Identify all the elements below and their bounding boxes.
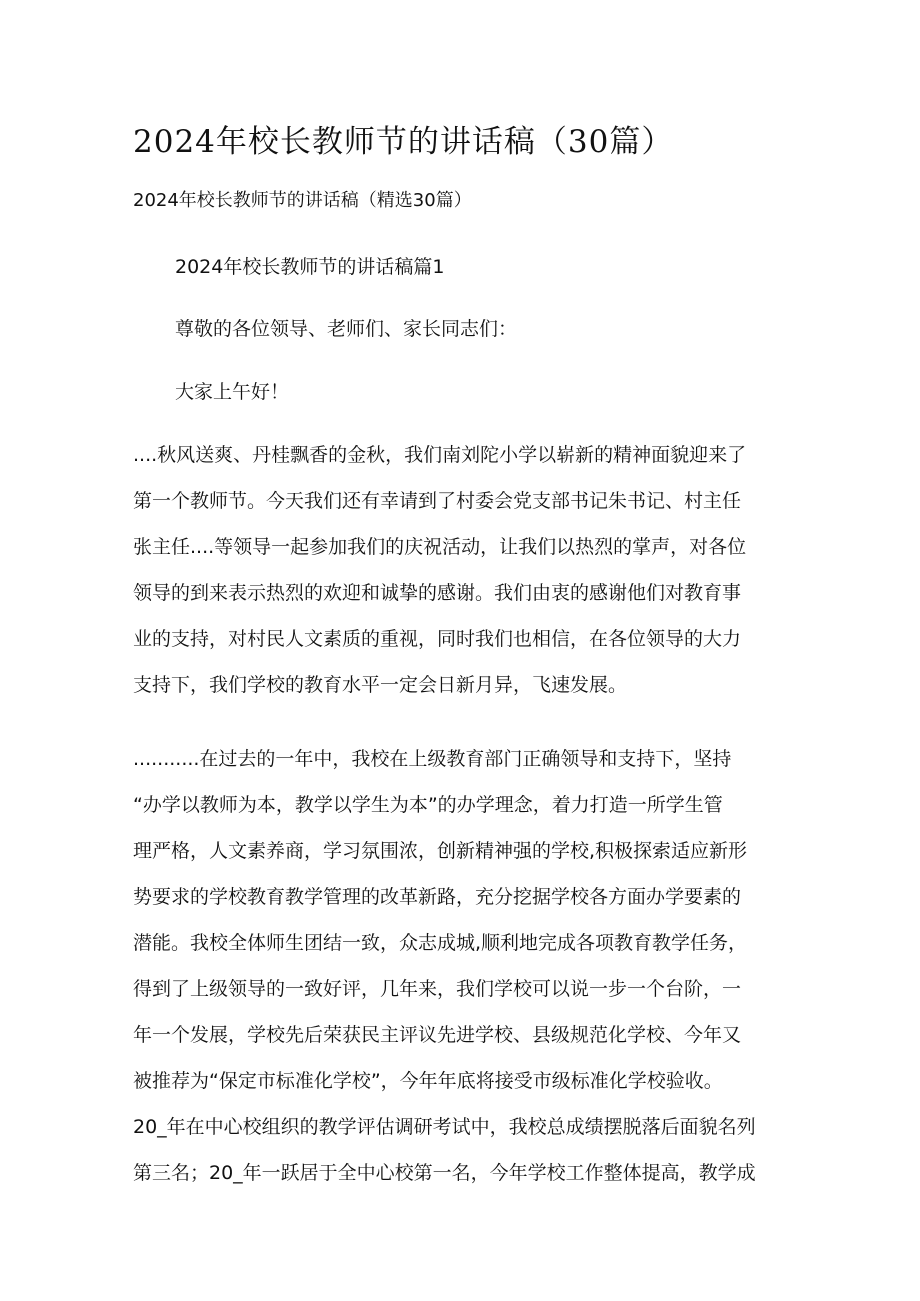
section-heading: 2024年校长教师节的讲话稿篇1 [175, 256, 445, 278]
greeting: 大家上午好！ [175, 381, 290, 403]
paragraph2-line: 第三名；20_年一跃居于全中心校第一名，今年学校工作整体提高，教学成 [133, 1162, 756, 1184]
document-title: 2024年校长教师节的讲话稿（30篇） [133, 124, 674, 160]
paragraph2-line: 理严格，人文素养商，学习氛围浓，创新精神强的学校,积极探索适应新形 [133, 840, 748, 862]
paragraph2-line: ...........在过去的一年中，我校在上级教育部门正确领导和支持下，坚持 [133, 748, 732, 770]
paragraph2-line: 20_年在中心校组织的教学评估调研考试中，我校总成绩摆脱落后面貌名列 [133, 1116, 756, 1138]
document-subtitle: 2024年校长教师节的讲话稿（精选30篇） [133, 190, 472, 211]
paragraph2-line: 得到了上级领导的一致好评，几年来，我们学校可以说一步一个台阶，一 [133, 978, 742, 1000]
paragraph1-line: 领导的到来表示热烈的欢迎和诚挚的感谢。我们由衷的感谢他们对教育事 [133, 582, 742, 604]
paragraph1-line: 支持下，我们学校的教育水平一定会日新月异，飞速发展。 [133, 674, 628, 696]
paragraph1-line: 第一个教师节。今天我们还有幸请到了村委会党支部书记朱书记、村主任 [133, 490, 742, 512]
paragraph2-line: 势要求的学校教育教学管理的改革新路，充分挖据学校各方面办学要素的 [133, 886, 742, 908]
paragraph1-line: 业的支持，对村民人文素质的重视，同时我们也相信，在各位领导的大力 [133, 628, 742, 650]
salutation: 尊敬的各位领导、老师们、家长同志们： [175, 318, 518, 340]
paragraph1-line: ....秋风送爽、丹桂飘香的金秋，我们南刘陀小学以崭新的精神面貌迎来了 [133, 444, 747, 466]
paragraph2-line: 被推荐为“保定市标准化学校”，今年年底将接受市级标准化学校验收。 [133, 1070, 723, 1092]
paragraph2-line: “办学以教师为本，教学以学生为本”的办学理念，着力打造一所学生管 [133, 794, 723, 816]
paragraph2-line: 潜能。我校全体师生团结一致，众志成城,顺利地完成各项教育教学任务， [133, 932, 748, 954]
paragraph1-line: 张主任....等领导一起参加我们的庆祝活动，让我们以热烈的掌声，对各位 [133, 536, 747, 558]
paragraph2-line: 年一个发展，学校先后荣获民主评议先进学校、县级规范化学校、今年又 [133, 1024, 742, 1046]
